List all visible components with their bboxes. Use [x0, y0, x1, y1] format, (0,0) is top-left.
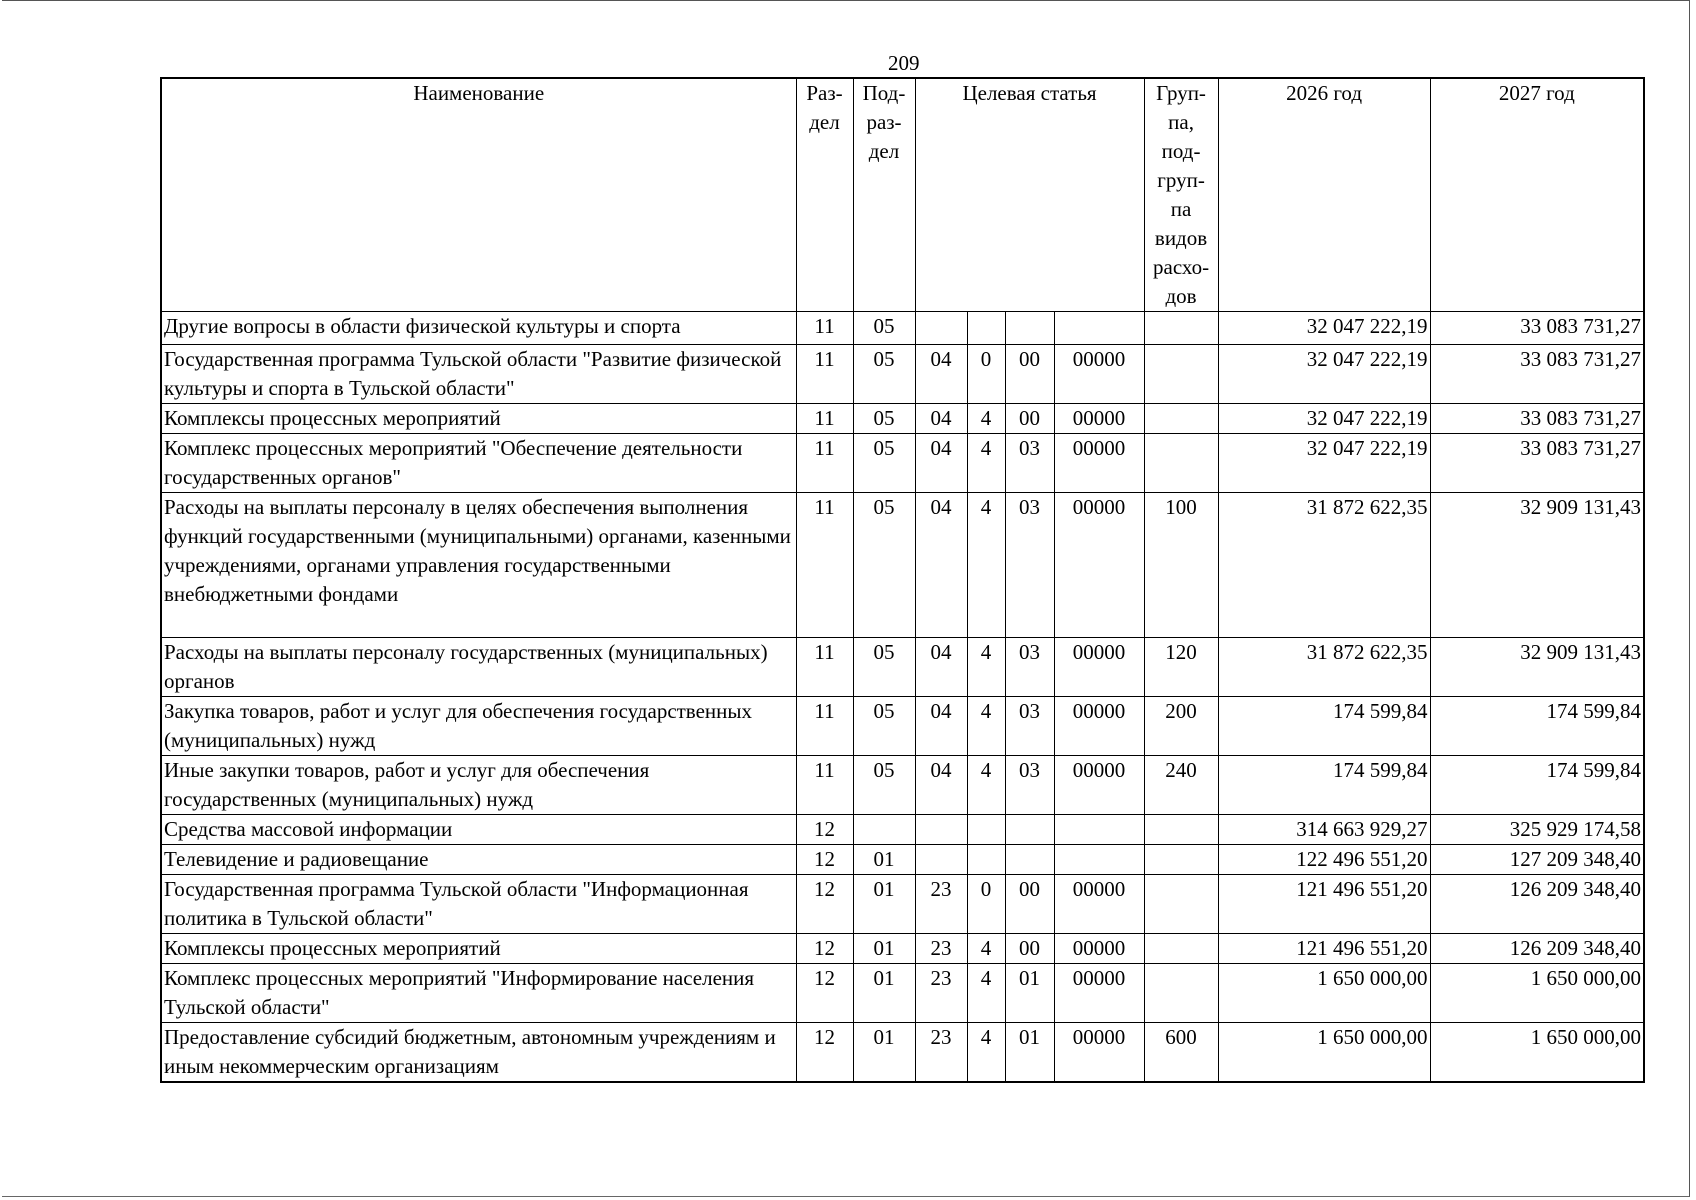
- row-target-program: 04: [915, 404, 967, 434]
- row-target-complex: 00: [1005, 345, 1054, 404]
- row-target-direction: [1054, 815, 1144, 845]
- row-podrazdel: 05: [853, 345, 915, 404]
- row-target-complex: 00: [1005, 875, 1054, 934]
- row-expense-group: [1144, 845, 1218, 875]
- header-name: Наименование: [161, 78, 796, 312]
- row-target-complex: 03: [1005, 756, 1054, 815]
- row-target-type: 4: [967, 1023, 1005, 1083]
- row-amount-2027: 325 929 174,58: [1430, 815, 1644, 845]
- row-target-program: [915, 845, 967, 875]
- table-row: [161, 875, 1644, 934]
- table-row: [161, 756, 1644, 815]
- row-expense-group: [1144, 815, 1218, 845]
- row-razdel: 12: [796, 815, 853, 845]
- table-row: [161, 1023, 1644, 1083]
- row-amount-2026: 121 496 551,20: [1218, 875, 1430, 934]
- row-target-complex: 03: [1005, 638, 1054, 697]
- header-target-article: Целевая статья: [915, 78, 1144, 312]
- row-razdel: 12: [796, 1023, 853, 1083]
- row-target-direction: 00000: [1054, 964, 1144, 1023]
- row-target-program: 23: [915, 964, 967, 1023]
- row-amount-2027: 127 209 348,40: [1430, 845, 1644, 875]
- row-name: Закупка товаров, работ и услуг для обеспечения государственных (муниципальных) нужд: [161, 697, 796, 756]
- row-target-type: [967, 815, 1005, 845]
- row-target-complex: 00: [1005, 404, 1054, 434]
- header-year-2026: 2026 год: [1218, 78, 1430, 312]
- row-podrazdel: 05: [853, 312, 915, 345]
- row-target-program: [915, 815, 967, 845]
- row-target-type: 4: [967, 404, 1005, 434]
- row-target-type: 0: [967, 345, 1005, 404]
- row-podrazdel: 01: [853, 964, 915, 1023]
- budget-table: [160, 77, 1645, 1083]
- row-razdel: 12: [796, 845, 853, 875]
- row-target-type: 4: [967, 934, 1005, 964]
- row-amount-2027: 126 209 348,40: [1430, 934, 1644, 964]
- table-row: [161, 697, 1644, 756]
- row-amount-2026: 31 872 622,35: [1218, 638, 1430, 697]
- row-target-program: 23: [915, 875, 967, 934]
- table-row: [161, 638, 1644, 697]
- row-expense-group: [1144, 934, 1218, 964]
- row-razdel: 11: [796, 493, 853, 638]
- row-expense-group: 200: [1144, 697, 1218, 756]
- row-amount-2026: 121 496 551,20: [1218, 934, 1430, 964]
- row-target-program: 04: [915, 756, 967, 815]
- row-podrazdel: 01: [853, 845, 915, 875]
- row-target-direction: 00000: [1054, 404, 1144, 434]
- row-target-direction: [1054, 312, 1144, 345]
- row-target-direction: 00000: [1054, 875, 1144, 934]
- row-podrazdel: 05: [853, 493, 915, 638]
- row-target-program: 23: [915, 934, 967, 964]
- row-name: Государственная программа Тульской области "Информационная политика в Тульской области": [161, 875, 796, 934]
- row-name: Комплексы процессных мероприятий: [161, 404, 796, 434]
- row-amount-2026: 122 496 551,20: [1218, 845, 1430, 875]
- row-podrazdel: [853, 815, 915, 845]
- row-razdel: 11: [796, 345, 853, 404]
- row-amount-2027: 32 909 131,43: [1430, 493, 1644, 638]
- row-target-type: 4: [967, 697, 1005, 756]
- row-name: Расходы на выплаты персоналу государственных (муниципальных) органов: [161, 638, 796, 697]
- row-amount-2027: 174 599,84: [1430, 756, 1644, 815]
- row-target-type: [967, 845, 1005, 875]
- row-name: Комплекс процессных мероприятий "Информирование населения Тульской области": [161, 964, 796, 1023]
- row-name: Государственная программа Тульской области "Развитие физической культуры и спорта в Тульской области": [161, 345, 796, 404]
- row-target-complex: [1005, 815, 1054, 845]
- row-target-complex: 03: [1005, 434, 1054, 493]
- row-target-type: 4: [967, 638, 1005, 697]
- row-podrazdel: 01: [853, 934, 915, 964]
- row-expense-group: 600: [1144, 1023, 1218, 1083]
- row-amount-2027: 33 083 731,27: [1430, 404, 1644, 434]
- table-row: [161, 345, 1644, 404]
- row-target-type: [967, 312, 1005, 345]
- row-razdel: 11: [796, 434, 853, 493]
- row-target-type: 4: [967, 756, 1005, 815]
- row-amount-2026: 32 047 222,19: [1218, 404, 1430, 434]
- row-podrazdel: 05: [853, 404, 915, 434]
- row-amount-2027: 33 083 731,27: [1430, 345, 1644, 404]
- row-amount-2027: 1 650 000,00: [1430, 964, 1644, 1023]
- row-name: Комплекс процессных мероприятий "Обеспечение деятельности государственных органов": [161, 434, 796, 493]
- row-expense-group: 100: [1144, 493, 1218, 638]
- row-amount-2026: 314 663 929,27: [1218, 815, 1430, 845]
- row-amount-2026: 32 047 222,19: [1218, 312, 1430, 345]
- table-row: [161, 404, 1644, 434]
- table-row: [161, 493, 1644, 638]
- row-razdel: 11: [796, 312, 853, 345]
- row-target-program: 23: [915, 1023, 967, 1083]
- row-target-complex: 03: [1005, 697, 1054, 756]
- row-name: Средства массовой информации: [161, 815, 796, 845]
- row-podrazdel: 05: [853, 638, 915, 697]
- row-expense-group: [1144, 404, 1218, 434]
- row-amount-2026: 1 650 000,00: [1218, 964, 1430, 1023]
- row-amount-2027: 32 909 131,43: [1430, 638, 1644, 697]
- row-expense-group: [1144, 434, 1218, 493]
- row-target-program: 04: [915, 697, 967, 756]
- row-expense-group: 120: [1144, 638, 1218, 697]
- row-expense-group: [1144, 875, 1218, 934]
- row-target-direction: 00000: [1054, 345, 1144, 404]
- row-target-complex: 01: [1005, 964, 1054, 1023]
- row-target-type: 4: [967, 964, 1005, 1023]
- header-razdel: Раз- дел: [796, 78, 853, 312]
- row-name: Иные закупки товаров, работ и услуг для обеспечения государственных (муниципальных) нужд: [161, 756, 796, 815]
- row-target-direction: 00000: [1054, 934, 1144, 964]
- table-row: [161, 964, 1644, 1023]
- row-target-direction: 00000: [1054, 493, 1144, 638]
- row-expense-group: [1144, 312, 1218, 345]
- row-name: Комплексы процессных мероприятий: [161, 934, 796, 964]
- row-podrazdel: 05: [853, 697, 915, 756]
- row-expense-group: [1144, 345, 1218, 404]
- row-target-direction: 00000: [1054, 697, 1144, 756]
- row-amount-2027: 1 650 000,00: [1430, 1023, 1644, 1083]
- row-target-type: 4: [967, 434, 1005, 493]
- row-target-direction: [1054, 845, 1144, 875]
- row-target-type: 0: [967, 875, 1005, 934]
- row-amount-2026: 31 872 622,35: [1218, 493, 1430, 638]
- row-name: Расходы на выплаты персоналу в целях обеспечения выполнения функций государственными (муниципальными) органами, казенными учреждениями, органами управления государственными внебюджетными фондами: [161, 493, 796, 638]
- row-razdel: 12: [796, 875, 853, 934]
- row-target-program: 04: [915, 493, 967, 638]
- row-amount-2026: 32 047 222,19: [1218, 345, 1430, 404]
- row-razdel: 11: [796, 697, 853, 756]
- header-expense-group: Груп- па, под- груп- па видов расхо- дов: [1144, 78, 1218, 312]
- row-target-complex: [1005, 312, 1054, 345]
- row-expense-group: 240: [1144, 756, 1218, 815]
- row-target-complex: 00: [1005, 934, 1054, 964]
- header-year-2027: 2027 год: [1430, 78, 1644, 312]
- row-target-complex: 03: [1005, 493, 1054, 638]
- table-row: [161, 312, 1644, 345]
- table-row: [161, 845, 1644, 875]
- row-amount-2027: 174 599,84: [1430, 697, 1644, 756]
- row-name: Телевидение и радиовещание: [161, 845, 796, 875]
- row-amount-2026: 174 599,84: [1218, 756, 1430, 815]
- row-name: Предоставление субсидий бюджетным, автономным учреждениям и иным некоммерческим организациям: [161, 1023, 796, 1083]
- row-razdel: 11: [796, 404, 853, 434]
- row-target-program: 04: [915, 434, 967, 493]
- row-amount-2026: 174 599,84: [1218, 697, 1430, 756]
- header-row: [161, 78, 1644, 312]
- header-podrazdel: Под- раз- дел: [853, 78, 915, 312]
- row-podrazdel: 01: [853, 1023, 915, 1083]
- row-target-type: 4: [967, 493, 1005, 638]
- row-target-program: 04: [915, 345, 967, 404]
- row-expense-group: [1144, 964, 1218, 1023]
- page-number: 209: [888, 51, 920, 75]
- row-razdel: 12: [796, 934, 853, 964]
- row-target-direction: 00000: [1054, 756, 1144, 815]
- row-podrazdel: 05: [853, 756, 915, 815]
- row-target-direction: 00000: [1054, 434, 1144, 493]
- row-target-direction: 00000: [1054, 1023, 1144, 1083]
- row-podrazdel: 05: [853, 434, 915, 493]
- row-amount-2027: 126 209 348,40: [1430, 875, 1644, 934]
- row-podrazdel: 01: [853, 875, 915, 934]
- row-amount-2027: 33 083 731,27: [1430, 434, 1644, 493]
- row-amount-2026: 1 650 000,00: [1218, 1023, 1430, 1083]
- table-row: [161, 434, 1644, 493]
- row-razdel: 11: [796, 756, 853, 815]
- row-razdel: 12: [796, 964, 853, 1023]
- row-target-program: 04: [915, 638, 967, 697]
- row-name: Другие вопросы в области физической культуры и спорта: [161, 312, 796, 345]
- row-amount-2027: 33 083 731,27: [1430, 312, 1644, 345]
- row-target-complex: [1005, 845, 1054, 875]
- table-row: [161, 815, 1644, 845]
- row-target-direction: 00000: [1054, 638, 1144, 697]
- row-razdel: 11: [796, 638, 853, 697]
- row-target-complex: 01: [1005, 1023, 1054, 1083]
- row-amount-2026: 32 047 222,19: [1218, 434, 1430, 493]
- table-row: [161, 934, 1644, 964]
- row-target-program: [915, 312, 967, 345]
